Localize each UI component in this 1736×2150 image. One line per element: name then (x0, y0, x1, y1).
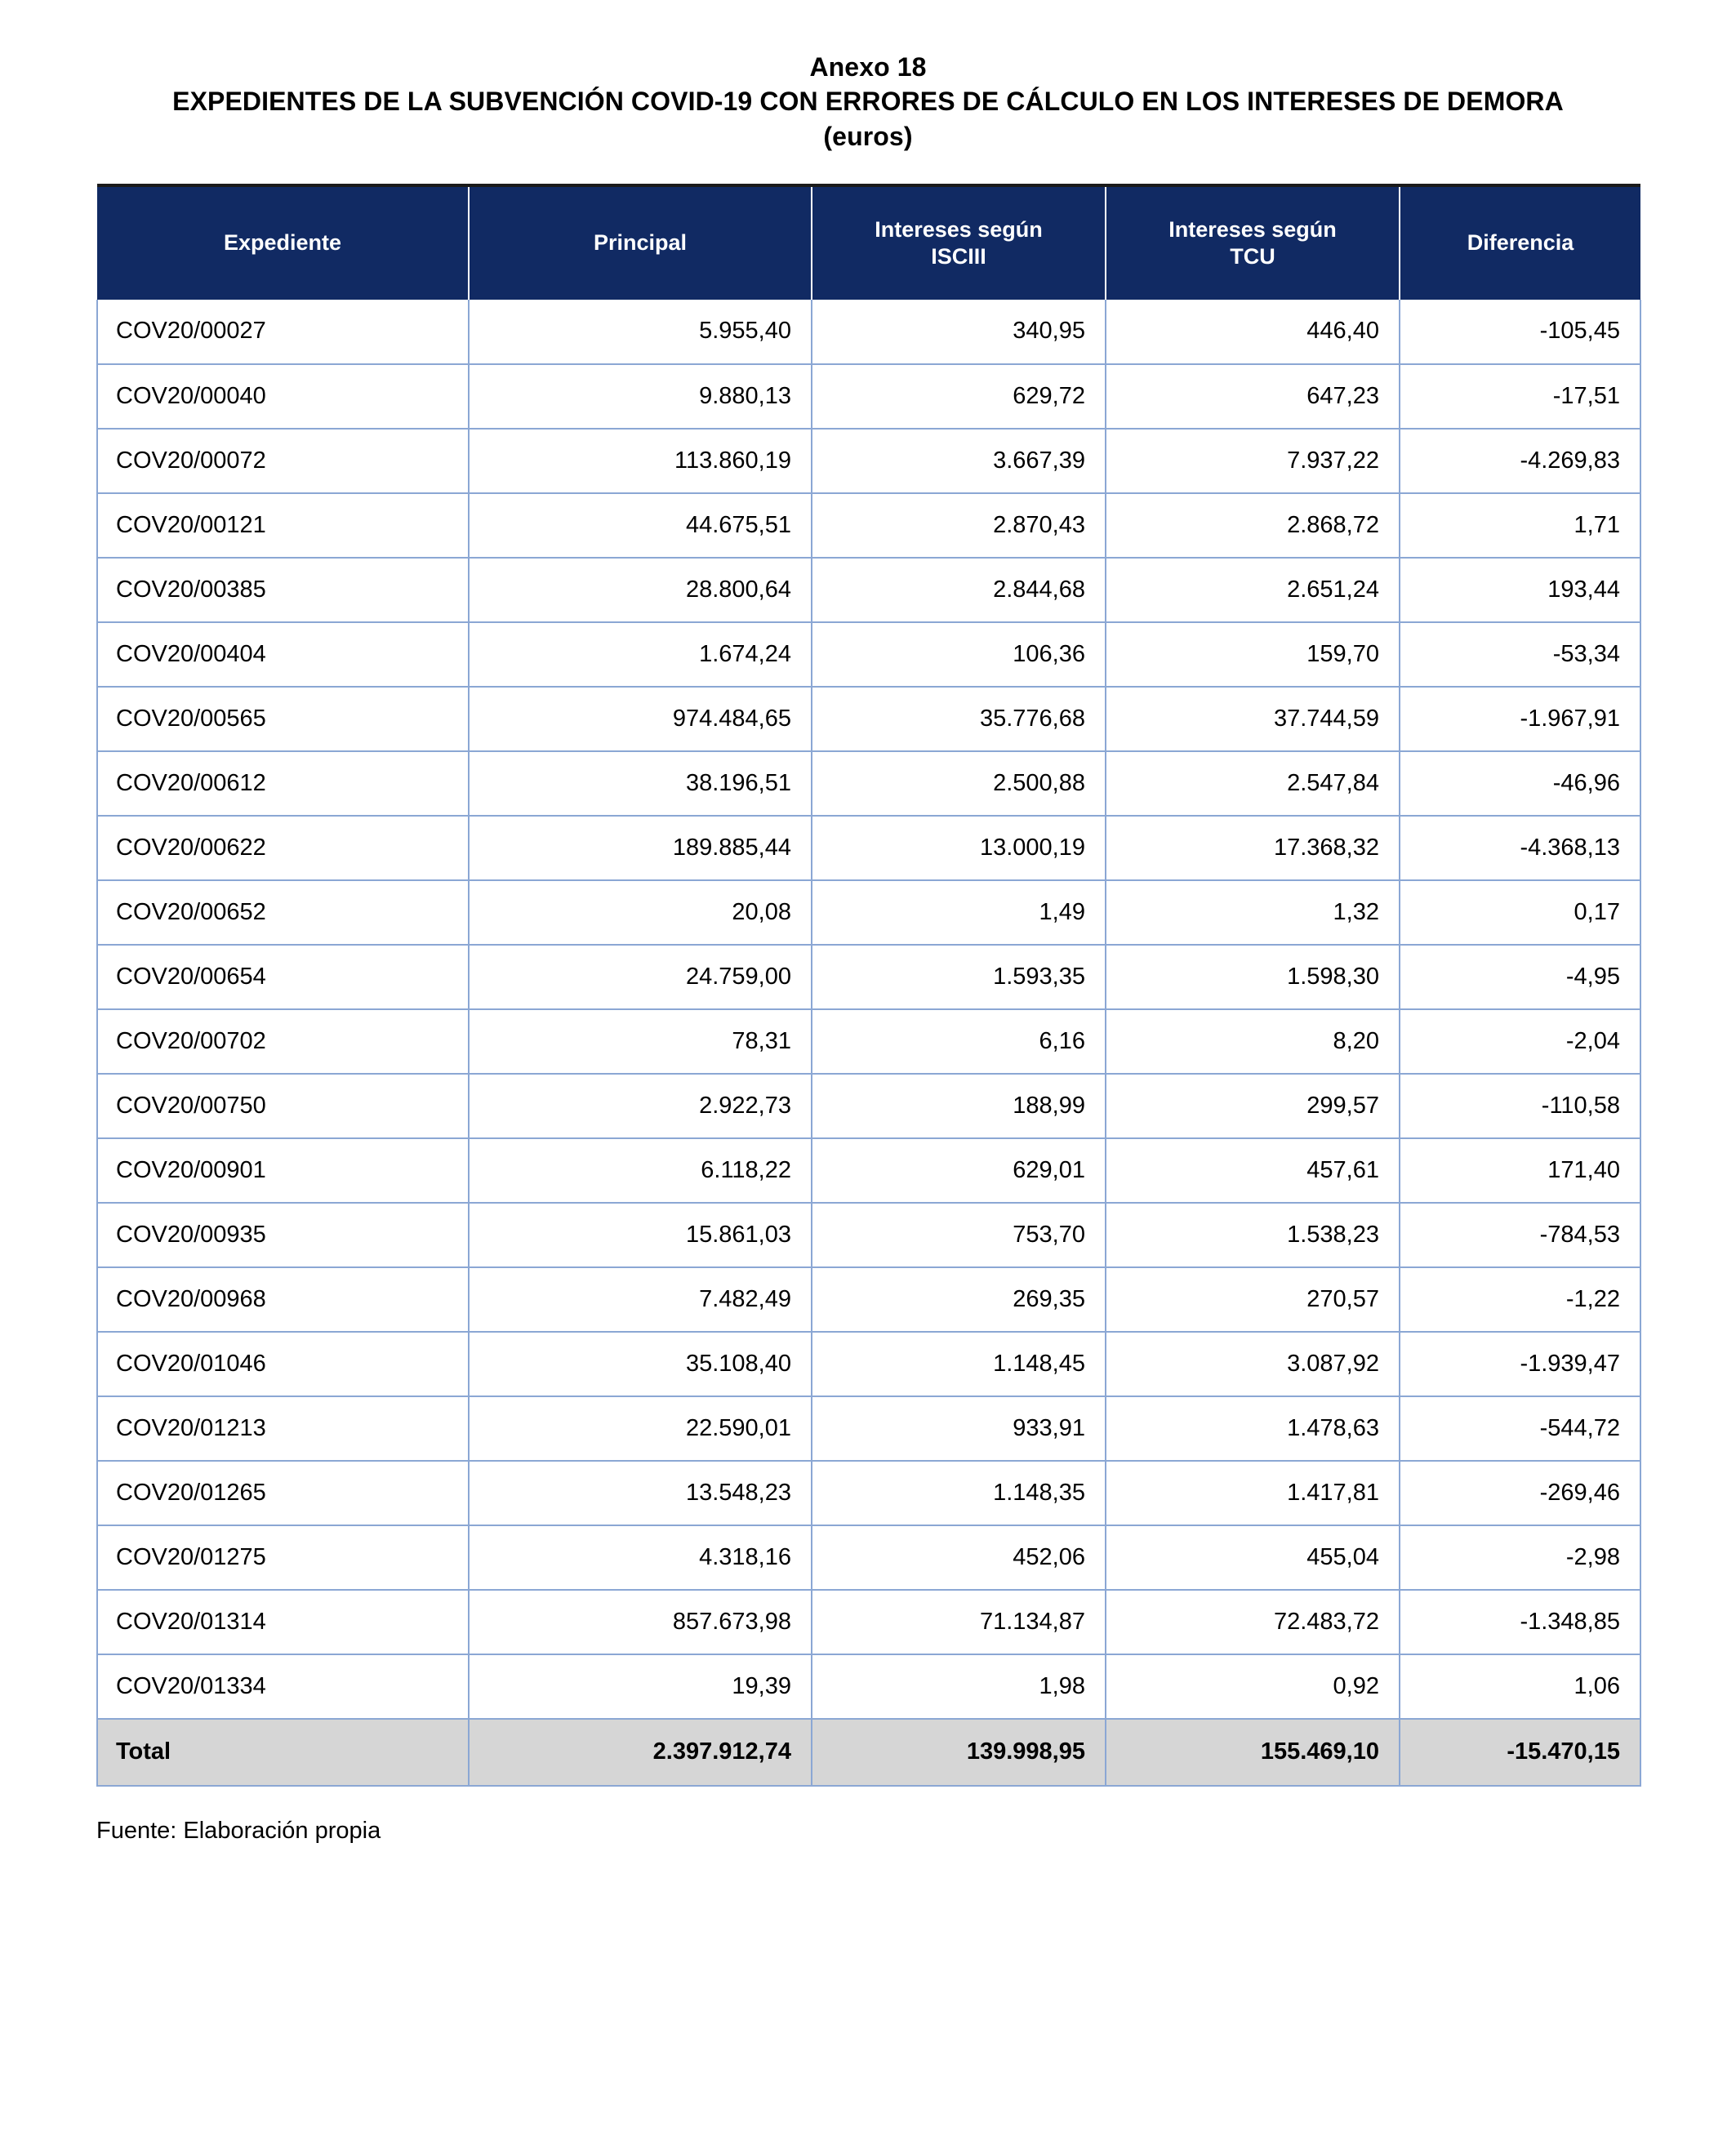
cell-expediente: COV20/00404 (97, 622, 469, 687)
cell-total-label: Total (97, 1719, 469, 1786)
table-row (97, 1138, 1640, 1203)
cell-principal: 113.860,19 (469, 429, 812, 493)
cell-total-diferencia: -15.470,15 (1400, 1719, 1640, 1786)
cell-isciii: 6,16 (812, 1009, 1106, 1074)
cell-expediente: COV20/00968 (97, 1267, 469, 1332)
cell-isciii: 753,70 (812, 1203, 1106, 1267)
table-row (97, 1654, 1640, 1719)
cell-principal: 1.674,24 (469, 622, 812, 687)
cell-tcu: 1.478,63 (1106, 1396, 1400, 1461)
cell-isciii: 2.870,43 (812, 493, 1106, 558)
header-label-line2: ISCIII (931, 243, 986, 269)
table-row (97, 622, 1640, 687)
header-label-line1: Intereses según (875, 216, 1043, 242)
cell-isciii: 933,91 (812, 1396, 1106, 1461)
cell-isciii: 71.134,87 (812, 1590, 1106, 1654)
cell-principal: 857.673,98 (469, 1590, 812, 1654)
cell-diferencia: -4,95 (1400, 945, 1640, 1009)
table-row (97, 1332, 1640, 1396)
cell-principal: 38.196,51 (469, 751, 812, 816)
cell-diferencia: -17,51 (1400, 364, 1640, 429)
annex-label: Anexo 18 (809, 52, 927, 82)
source-note: Fuente: Elaboración propia (96, 1817, 381, 1844)
units-label: (euros) (823, 122, 913, 152)
table-row (97, 1396, 1640, 1461)
cell-diferencia: -544,72 (1400, 1396, 1640, 1461)
cell-expediente: COV20/00121 (97, 493, 469, 558)
cell-expediente: COV20/00901 (97, 1138, 469, 1203)
cell-tcu: 72.483,72 (1106, 1590, 1400, 1654)
cell-total-isciii: 139.998,95 (812, 1719, 1106, 1786)
cell-tcu: 8,20 (1106, 1009, 1400, 1074)
cell-principal: 35.108,40 (469, 1332, 812, 1396)
cell-isciii: 1.593,35 (812, 945, 1106, 1009)
cell-principal: 24.759,00 (469, 945, 812, 1009)
table-row (97, 493, 1640, 558)
table-row (97, 1267, 1640, 1332)
cell-tcu: 37.744,59 (1106, 687, 1400, 751)
cell-expediente: COV20/01046 (97, 1332, 469, 1396)
header-label-line1: Expediente (223, 230, 342, 256)
cell-diferencia: 0,17 (1400, 880, 1640, 945)
cell-diferencia: -4.368,13 (1400, 816, 1640, 880)
table-row (97, 364, 1640, 429)
table-row (97, 558, 1640, 622)
column-header-intereses-tcu (1106, 185, 1400, 300)
page-title: EXPEDIENTES DE LA SUBVENCIÓN COVID-19 CON ERRORES DE CÁLCULO EN LOS INTERESES DE DEMORA (172, 86, 1564, 116)
cell-tcu: 2.547,84 (1106, 751, 1400, 816)
cell-tcu: 7.937,22 (1106, 429, 1400, 493)
table-row (97, 816, 1640, 880)
cell-expediente: COV20/00654 (97, 945, 469, 1009)
cell-principal: 9.880,13 (469, 364, 812, 429)
cell-tcu: 455,04 (1106, 1525, 1400, 1590)
table-container (96, 154, 1640, 1787)
cell-tcu: 1,32 (1106, 880, 1400, 945)
header-label-line1: Principal (593, 230, 688, 256)
cell-isciii: 340,95 (812, 300, 1106, 364)
cell-expediente: COV20/00612 (97, 751, 469, 816)
table-header (97, 185, 1640, 300)
cell-diferencia: 1,06 (1400, 1654, 1640, 1719)
cell-isciii: 1.148,45 (812, 1332, 1106, 1396)
column-header-diferencia (1400, 185, 1640, 300)
cell-principal: 28.800,64 (469, 558, 812, 622)
cell-diferencia: -2,04 (1400, 1009, 1640, 1074)
cell-diferencia: -1.348,85 (1400, 1590, 1640, 1654)
cell-tcu: 1.417,81 (1106, 1461, 1400, 1525)
cell-diferencia: -1.967,91 (1400, 687, 1640, 751)
cell-expediente: COV20/01314 (97, 1590, 469, 1654)
cell-isciii: 3.667,39 (812, 429, 1106, 493)
cell-tcu: 0,92 (1106, 1654, 1400, 1719)
cell-diferencia: -2,98 (1400, 1525, 1640, 1590)
column-header-principal (469, 185, 812, 300)
cell-expediente: COV20/00027 (97, 300, 469, 364)
cell-expediente: COV20/01265 (97, 1461, 469, 1525)
cell-expediente: COV20/00385 (97, 558, 469, 622)
cell-principal: 4.318,16 (469, 1525, 812, 1590)
table-row (97, 1074, 1640, 1138)
total-row (97, 1719, 1640, 1786)
cell-principal: 5.955,40 (469, 300, 812, 364)
cell-tcu: 17.368,32 (1106, 816, 1400, 880)
cell-expediente: COV20/00702 (97, 1009, 469, 1074)
table-row (97, 687, 1640, 751)
cell-tcu: 457,61 (1106, 1138, 1400, 1203)
cell-diferencia: -784,53 (1400, 1203, 1640, 1267)
cell-principal: 974.484,65 (469, 687, 812, 751)
cell-isciii: 188,99 (812, 1074, 1106, 1138)
cell-isciii: 269,35 (812, 1267, 1106, 1332)
cell-isciii: 2.844,68 (812, 558, 1106, 622)
table-row (97, 1203, 1640, 1267)
table-row (97, 880, 1640, 945)
table-row (97, 945, 1640, 1009)
header-label-line2: TCU (1230, 243, 1275, 269)
table-row (97, 429, 1640, 493)
cell-principal: 189.885,44 (469, 816, 812, 880)
cell-principal: 20,08 (469, 880, 812, 945)
table-row (97, 1009, 1640, 1074)
cell-principal: 2.922,73 (469, 1074, 812, 1138)
cell-isciii: 452,06 (812, 1525, 1106, 1590)
cell-isciii: 1,98 (812, 1654, 1106, 1719)
cell-diferencia: -110,58 (1400, 1074, 1640, 1138)
cell-tcu: 270,57 (1106, 1267, 1400, 1332)
cell-isciii: 13.000,19 (812, 816, 1106, 880)
cell-isciii: 35.776,68 (812, 687, 1106, 751)
cell-tcu: 446,40 (1106, 300, 1400, 364)
cell-expediente: COV20/00652 (97, 880, 469, 945)
cell-tcu: 647,23 (1106, 364, 1400, 429)
cell-tcu: 2.651,24 (1106, 558, 1400, 622)
cell-tcu: 1.598,30 (1106, 945, 1400, 1009)
cell-expediente: COV20/00565 (97, 687, 469, 751)
cell-principal: 13.548,23 (469, 1461, 812, 1525)
table-row (97, 1590, 1640, 1654)
cell-expediente: COV20/00750 (97, 1074, 469, 1138)
cell-principal: 15.861,03 (469, 1203, 812, 1267)
cell-expediente: COV20/00072 (97, 429, 469, 493)
cell-expediente: COV20/00622 (97, 816, 469, 880)
cell-isciii: 629,72 (812, 364, 1106, 429)
cell-principal: 22.590,01 (469, 1396, 812, 1461)
cell-isciii: 629,01 (812, 1138, 1106, 1203)
cell-expediente: COV20/00040 (97, 364, 469, 429)
cell-diferencia: -4.269,83 (1400, 429, 1640, 493)
column-header-expediente (97, 185, 469, 300)
cell-principal: 19,39 (469, 1654, 812, 1719)
cell-total-tcu: 155.469,10 (1106, 1719, 1400, 1786)
column-header-intereses-isciii (812, 185, 1106, 300)
cell-tcu: 1.538,23 (1106, 1203, 1400, 1267)
cell-diferencia: -46,96 (1400, 751, 1640, 816)
cell-expediente: COV20/00935 (97, 1203, 469, 1267)
cell-total-principal: 2.397.912,74 (469, 1719, 812, 1786)
cell-diferencia: -1,22 (1400, 1267, 1640, 1332)
cell-diferencia: -105,45 (1400, 300, 1640, 364)
table-body (97, 300, 1640, 1786)
table-row (97, 751, 1640, 816)
cell-isciii: 106,36 (812, 622, 1106, 687)
header-label-line1: Intereses según (1168, 216, 1337, 242)
title-block (0, 0, 1736, 154)
cell-diferencia: -269,46 (1400, 1461, 1640, 1525)
cell-diferencia: -53,34 (1400, 622, 1640, 687)
cell-diferencia: 171,40 (1400, 1138, 1640, 1203)
cell-tcu: 159,70 (1106, 622, 1400, 687)
cell-isciii: 2.500,88 (812, 751, 1106, 816)
table-row (97, 1461, 1640, 1525)
cell-expediente: COV20/01213 (97, 1396, 469, 1461)
cell-tcu: 3.087,92 (1106, 1332, 1400, 1396)
cell-diferencia: -1.939,47 (1400, 1332, 1640, 1396)
cell-tcu: 299,57 (1106, 1074, 1400, 1138)
cell-principal: 44.675,51 (469, 493, 812, 558)
header-label-line1: Diferencia (1467, 230, 1574, 256)
cell-expediente: COV20/01334 (97, 1654, 469, 1719)
cell-principal: 7.482,49 (469, 1267, 812, 1332)
table-row (97, 1525, 1640, 1590)
cell-diferencia: 1,71 (1400, 493, 1640, 558)
cell-principal: 6.118,22 (469, 1138, 812, 1203)
table-row (97, 300, 1640, 364)
expedientes-table (96, 184, 1641, 1787)
cell-tcu: 2.868,72 (1106, 493, 1400, 558)
cell-isciii: 1.148,35 (812, 1461, 1106, 1525)
cell-isciii: 1,49 (812, 880, 1106, 945)
cell-expediente: COV20/01275 (97, 1525, 469, 1590)
cell-diferencia: 193,44 (1400, 558, 1640, 622)
cell-principal: 78,31 (469, 1009, 812, 1074)
header-row (97, 185, 1640, 300)
